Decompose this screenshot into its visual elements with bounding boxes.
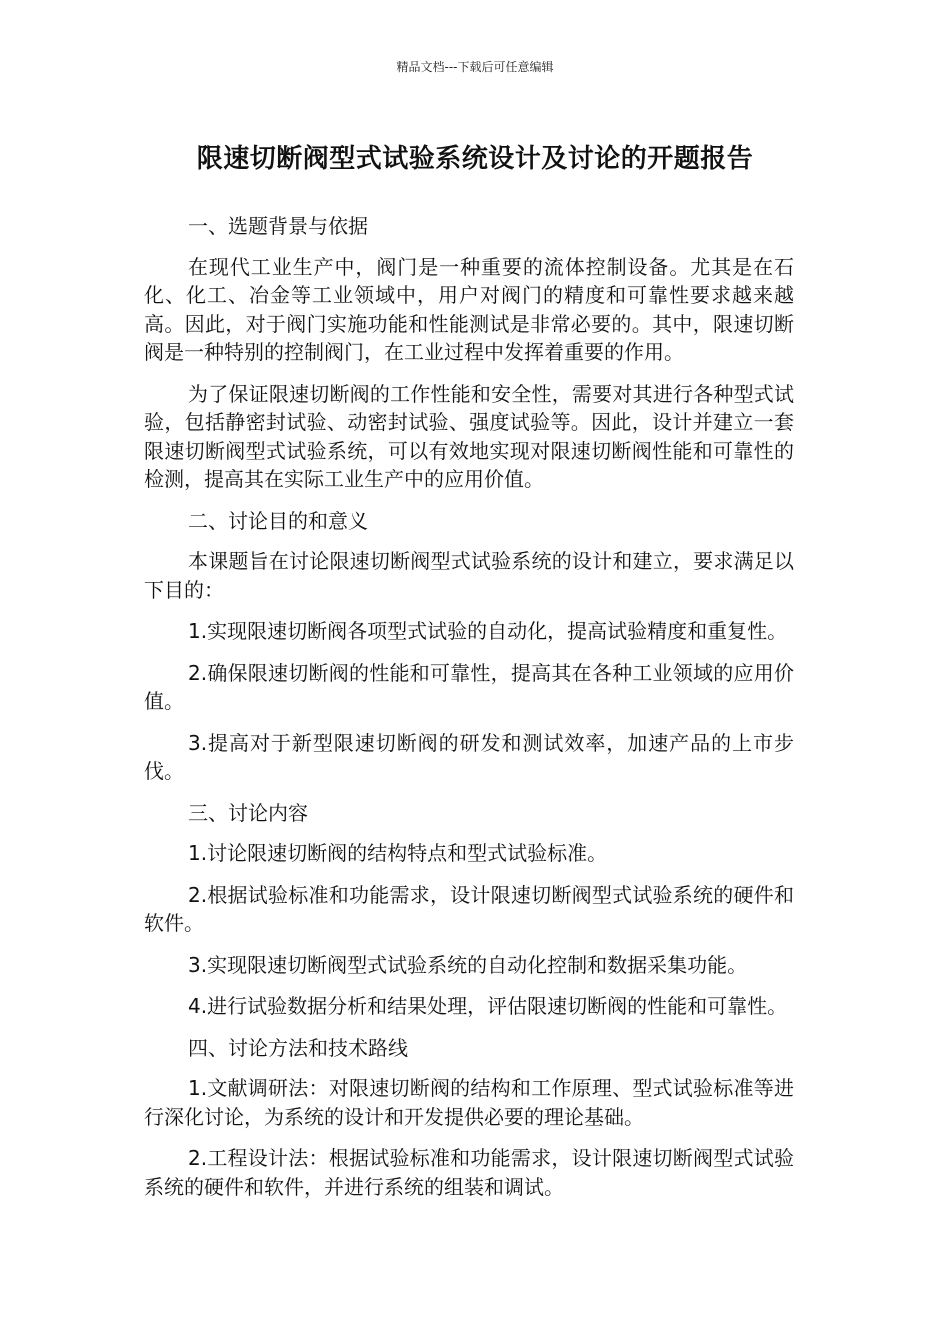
document-title: 限速切断阀型式试验系统设计及讨论的开题报告: [196, 144, 754, 174]
section-heading-method: 四、讨论方法和技术路线: [188, 1035, 408, 1060]
list-item: 2.根据试验标准和功能需求，设计限速切断阀型式试验系统的硬件和软件。: [144, 882, 794, 935]
list-item: 1.实现限速切断阀各项型式试验的自动化，提高试验精度和重复性。: [188, 619, 788, 643]
section-heading-content: 三、讨论内容: [188, 800, 308, 825]
list-item: 4.进行试验数据分析和结果处理，评估限速切断阀的性能和可靠性。: [188, 994, 788, 1018]
list-item: 3.实现限速切断阀型式试验系统的自动化控制和数据采集功能。: [188, 952, 748, 977]
list-item: 2.确保限速切断阀的性能和可靠性，提高其在各种工业领域的应用价值。: [144, 660, 794, 713]
document-body: [144, 212, 794, 1214]
paragraph: 为了保证限速切断阀的工作性能和安全性，需要对其进行各种型式试验，包括静密封试验、动密封试验、强度试验等。因此，设计并建立一套限速切断阀型式试验系统，可以有效地实现对限速切断阀性能和可靠性的检测，提高其在实际工业生产中的应用价值。: [144, 381, 794, 491]
list-item: 3.提高对于新型限速切断阀的研发和测试效率，加速产品的上市步伐。: [144, 730, 794, 783]
paragraph: 在现代工业生产中，阀门是一种重要的流体控制设备。尤其是在石化、化工、冶金等工业领域中，用户对阀门的精度和可靠性要求越来越高。因此，对于阀门实施功能和性能测试是非常必要的。其中，限速切断阀是一种特别的控制阀门，在工业过程中发挥着重要的作用。: [144, 254, 794, 364]
section-heading-purpose: 二、讨论目的和意义: [188, 508, 368, 533]
list-item: 1.文献调研法：对限速切断阀的结构和工作原理、型式试验标准等进行深化讨论，为系统的设计和开发提供必要的理论基础。: [144, 1076, 794, 1129]
section-heading-background: 一、选题背景与依据: [188, 214, 368, 238]
paragraph: 本课题旨在讨论限速切断阀型式试验系统的设计和建立，要求满足以下目的：: [144, 549, 794, 602]
header-note: 精品文档---下载后可任意编辑: [396, 60, 554, 74]
list-item: 1.讨论限速切断阀的结构特点和型式试验标准。: [188, 841, 608, 865]
list-item: 2.工程设计法：根据试验标准和功能需求，设计限速切断阀型式试验系统的硬件和软件，并进行系统的组装和调试。: [144, 1146, 794, 1199]
